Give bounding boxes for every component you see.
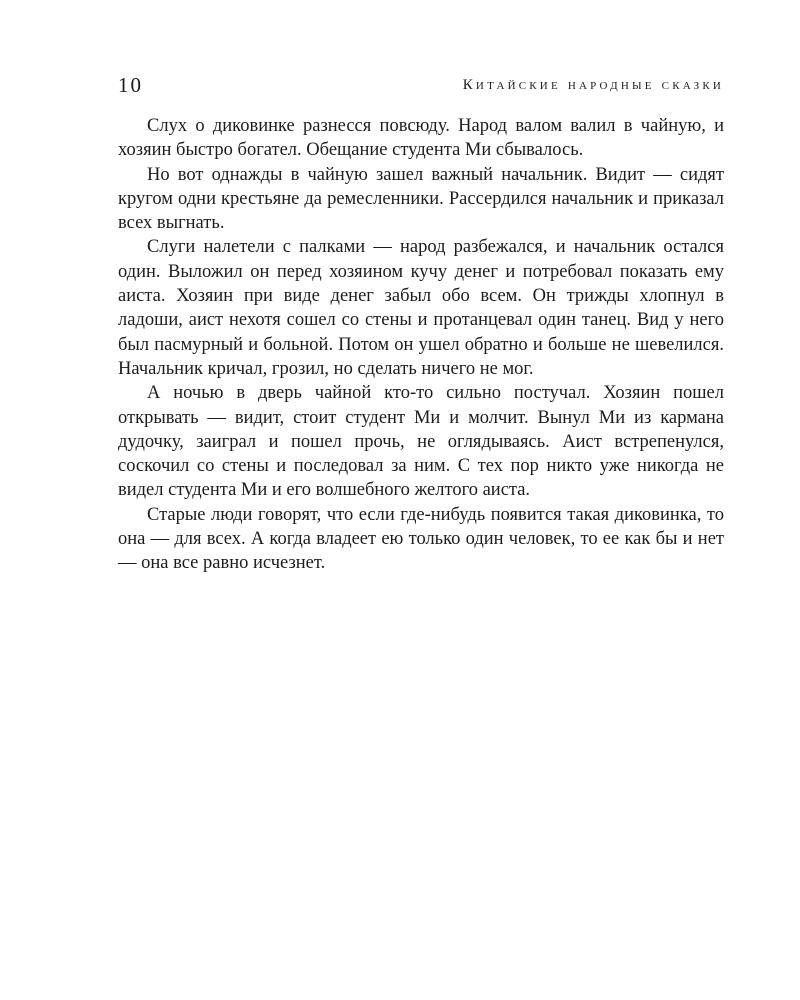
body-text bbox=[118, 114, 724, 576]
page-number: 10 bbox=[118, 73, 143, 97]
paragraph-5: Старые люди говорят, что если где-нибудь появится такая диковинка, то она — для всех. А когда владеет ею только один человек, то ее как бы и нет — она все равно исчезнет. bbox=[118, 504, 724, 574]
running-title: Китайские народные сказки bbox=[462, 77, 724, 93]
paragraph-3: Слуги налетели с палками — народ разбежался, и начальник остался один. Выложил он перед хозяином кучу денег и потребовал показать ему аиста. Хозяин при виде денег забыл обо всем. Он трижды хлопнул в ладоши, аист нехотя сошел со стены и протанцевал один танец. Вид у него был пасмурный и больной. Потом он ушел обратно и больше не шевелился. Начальник кричал, грозил, но сделать ничего не мог. bbox=[118, 237, 724, 379]
paragraph-2: Но вот однажды в чайную зашел важный начальник. Видит — сидят кругом одни крестьяне да ремесленники. Рассердился начальник и приказал всех выгнать. bbox=[118, 164, 724, 234]
paragraph-4: А ночью в дверь чайной кто-то сильно постучал. Хозяин пошел открывать — видит, стоит студент Ми и молчит. Вынул Ми из кармана дудочку, заиграл и пошел прочь, не оглядываясь. Аист встрепенулся, соскочил со стены и последовал за ним. С тех пор никто уже никогда не видел студента Ми и его волшебного желтого аиста. bbox=[118, 383, 724, 501]
paragraph-1: Слух о диковинке разнесся повсюду. Народ валом валил в чайную, и хозяин быстро богател. Обещание студента Ми сбывалось. bbox=[118, 116, 724, 161]
running-header bbox=[118, 72, 724, 98]
